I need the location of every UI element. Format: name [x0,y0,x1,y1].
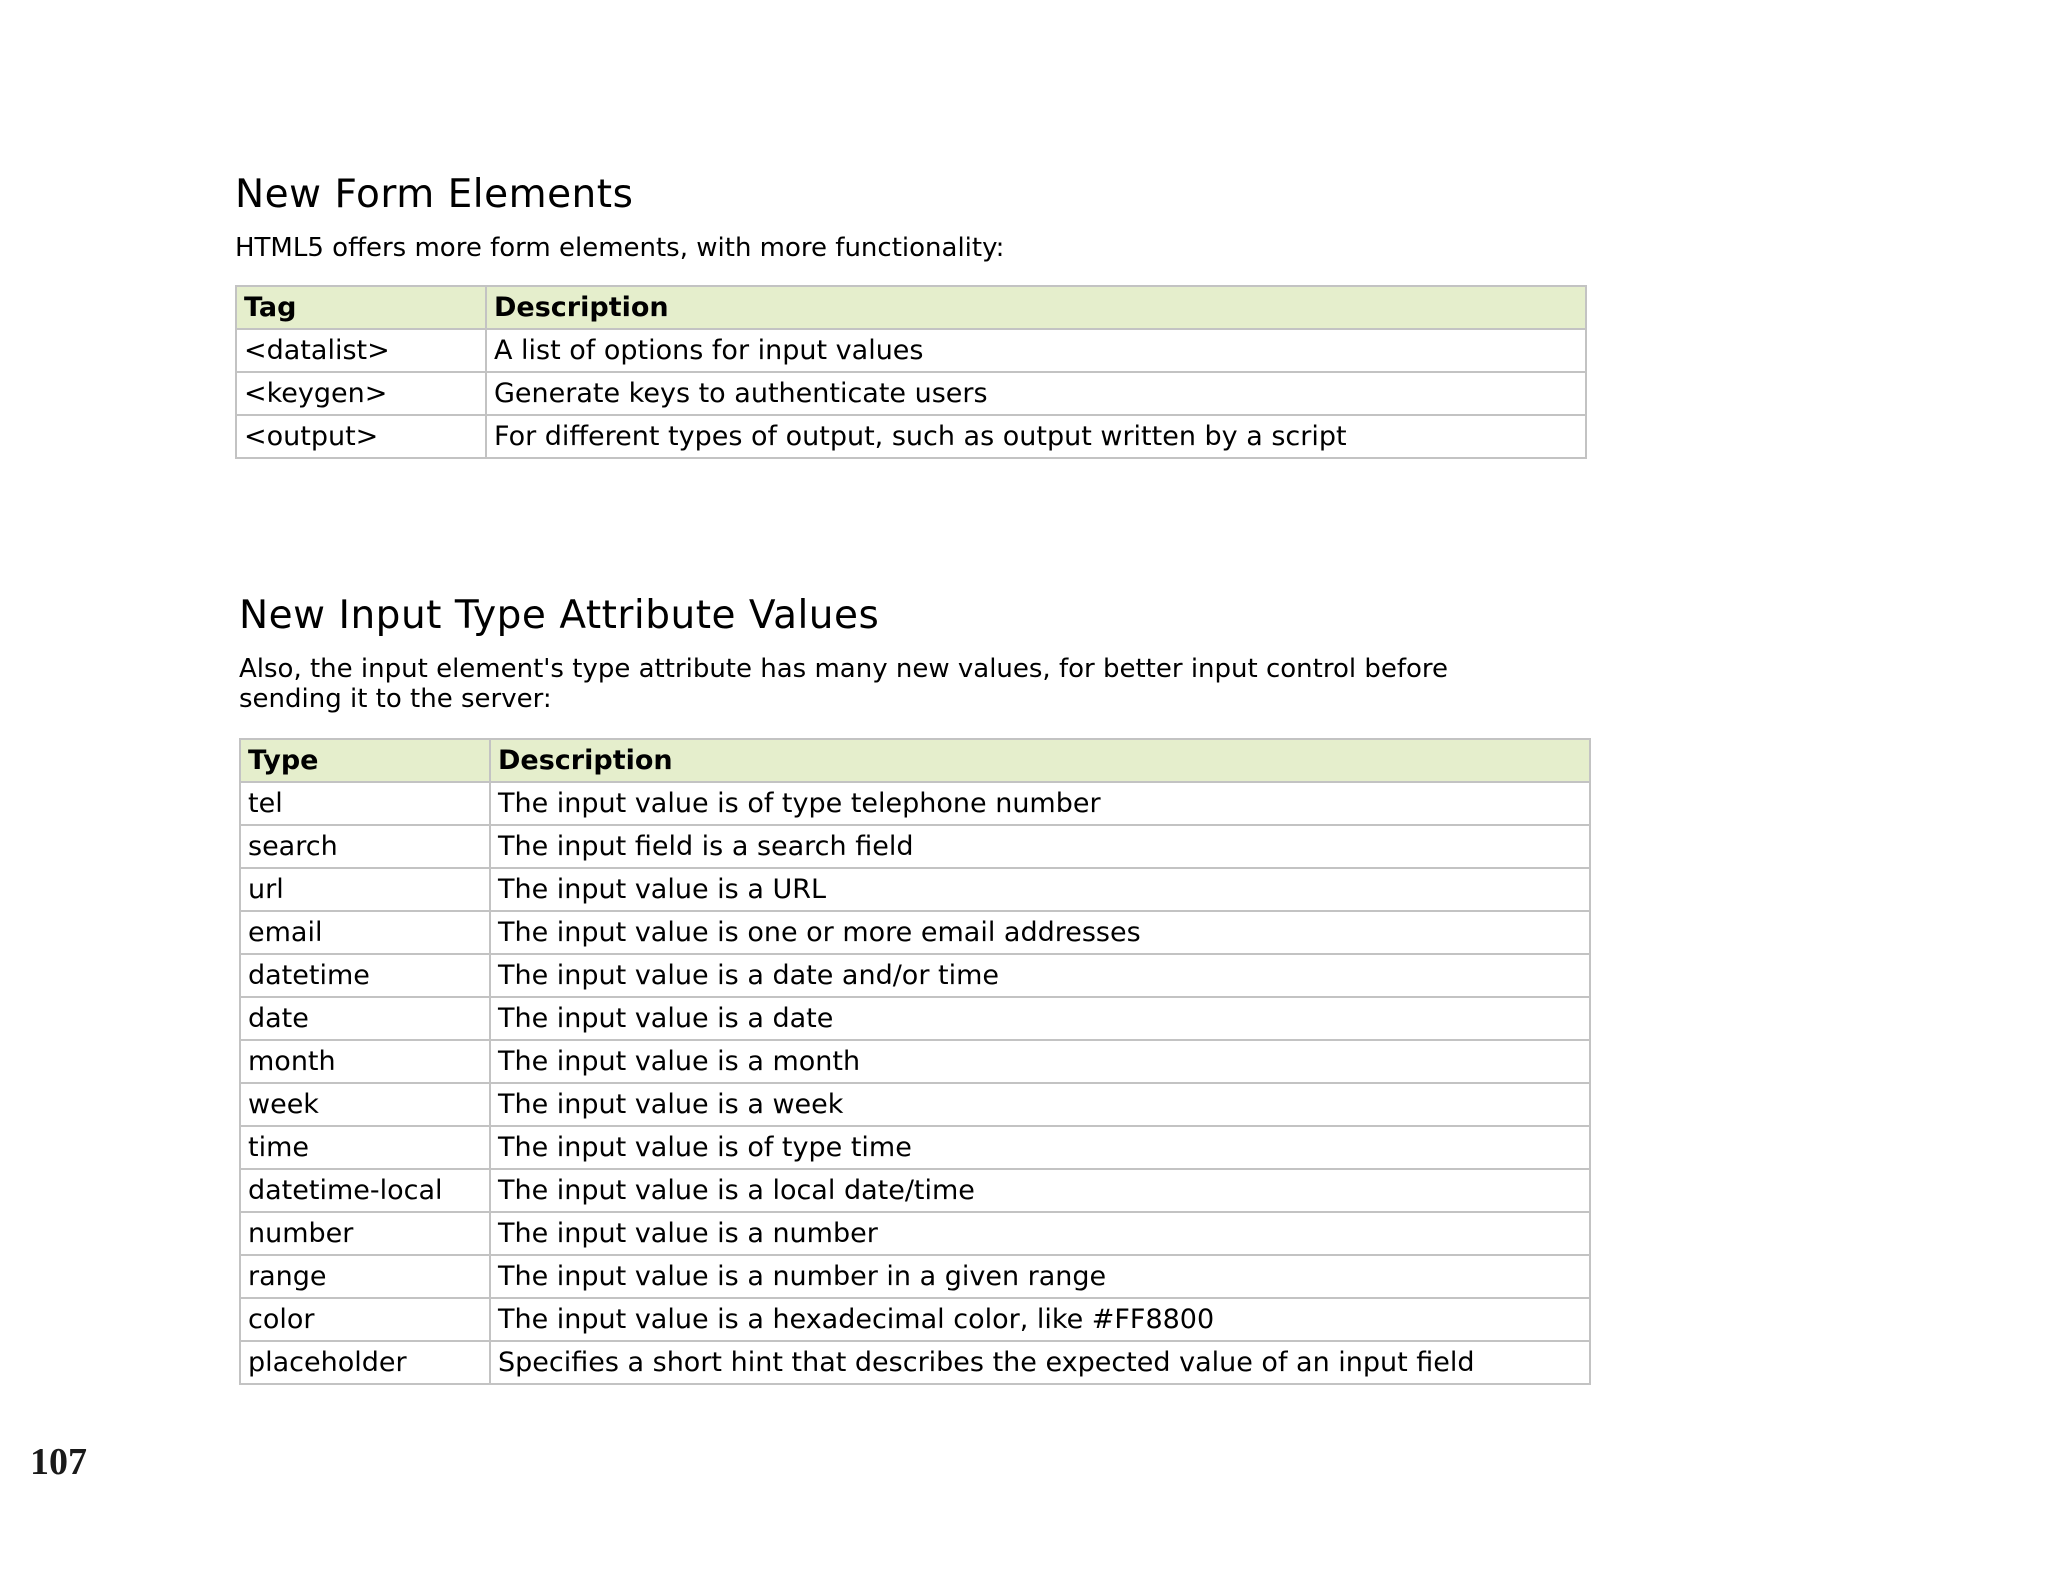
column-header-description: Description [486,286,1586,329]
description-cell: The input value is a URL [490,868,1590,911]
description-cell: The input value is a number in a given range [490,1255,1590,1298]
table-row [240,1083,1590,1126]
table-row [236,372,1586,415]
description-cell: The input value is one or more email addresses [490,911,1590,954]
input-types-section [239,591,1595,1385]
description-cell: The input field is a search field [490,825,1590,868]
type-cell: email [240,911,490,954]
form-elements-section [235,170,1591,459]
column-header-type: Type [240,739,490,782]
table-row [240,1298,1590,1341]
table-row [240,911,1590,954]
type-cell: placeholder [240,1341,490,1384]
page-number: 107 [30,1441,87,1483]
description-cell: The input value is a date and/or time [490,954,1590,997]
type-cell: time [240,1126,490,1169]
type-cell: range [240,1255,490,1298]
form-elements-table-body [236,329,1586,458]
description-cell: For different types of output, such as output written by a script [486,415,1586,458]
type-cell: number [240,1212,490,1255]
table-header-row [240,739,1590,782]
table-row [240,825,1590,868]
tag-cell: <datalist> [236,329,486,372]
table-row [240,1169,1590,1212]
type-cell: tel [240,782,490,825]
description-cell: The input value is a month [490,1040,1590,1083]
table-row [240,1212,1590,1255]
table-row [240,782,1590,825]
description-cell: A list of options for input values [486,329,1586,372]
table-row [240,954,1590,997]
form-elements-table [235,285,1587,459]
type-cell: datetime-local [240,1169,490,1212]
type-cell: datetime [240,954,490,997]
table-row [240,868,1590,911]
table-row [240,1341,1590,1384]
description-cell: The input value is a number [490,1212,1590,1255]
description-cell: The input value is a local date/time [490,1169,1590,1212]
form-elements-intro: HTML5 offers more form elements, with more functionality: [235,233,1005,263]
type-cell: date [240,997,490,1040]
type-cell: url [240,868,490,911]
table-row [240,1255,1590,1298]
input-types-intro: Also, the input element's type attribute has many new values, for better input control before sending it to the server: [239,654,1449,714]
type-cell: month [240,1040,490,1083]
table-row [236,415,1586,458]
table-row [240,1040,1590,1083]
column-header-description: Description [490,739,1590,782]
tag-cell: <output> [236,415,486,458]
table-row [240,1126,1590,1169]
type-cell: search [240,825,490,868]
description-cell: Generate keys to authenticate users [486,372,1586,415]
input-types-heading: New Input Type Attribute Values [239,593,880,638]
table-header-row [236,286,1586,329]
input-types-table-body [240,782,1590,1384]
input-types-table [239,738,1591,1385]
description-cell: The input value is of type time [490,1126,1590,1169]
table-row [236,329,1586,372]
table-row [240,997,1590,1040]
description-cell: The input value is a date [490,997,1590,1040]
form-elements-heading: New Form Elements [235,172,634,217]
tag-cell: <keygen> [236,372,486,415]
description-cell: The input value is of type telephone number [490,782,1590,825]
description-cell: The input value is a week [490,1083,1590,1126]
description-cell: The input value is a hexadecimal color, like #FF8800 [490,1298,1590,1341]
description-cell: Specifies a short hint that describes the expected value of an input field [490,1341,1590,1384]
column-header-tag: Tag [236,286,486,329]
type-cell: week [240,1083,490,1126]
type-cell: color [240,1298,490,1341]
